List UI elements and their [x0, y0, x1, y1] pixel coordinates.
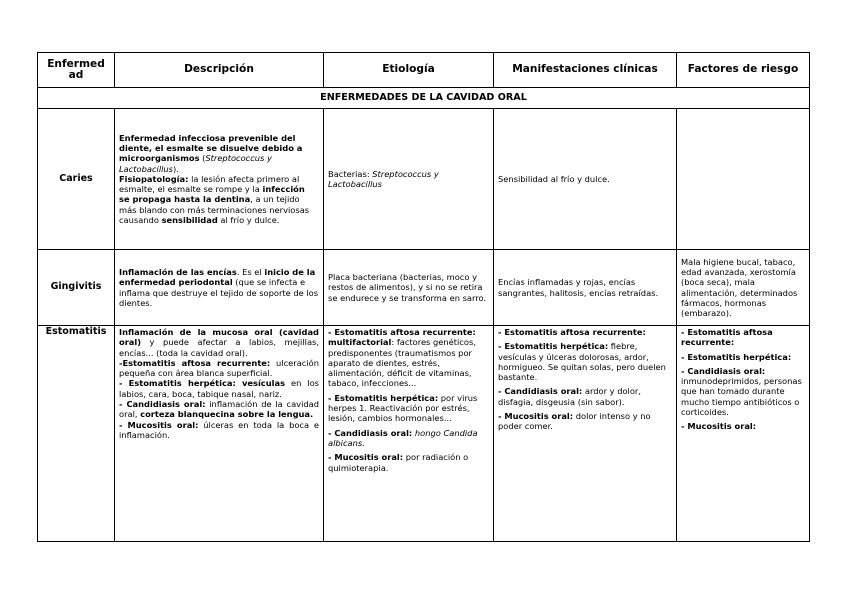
header-etiologia: Etiología: [324, 53, 494, 88]
text: y puede afectar a labios, mejillas, encías... (toda la cavidad oral).: [119, 337, 319, 358]
text-bold: - Estomatitis herpética: vesículas: [119, 378, 286, 389]
text: Bacterias:: [328, 168, 373, 179]
text-italic: Streptococcus y Lactobacillus: [119, 153, 272, 174]
text-bold: - Candidiasis oral:: [498, 386, 583, 397]
disease-name: Gingivitis: [38, 250, 115, 326]
estomatitis-description: [115, 326, 324, 542]
estomatitis-manifestations: [494, 326, 677, 542]
text: inflamación de la cavidad oral,: [119, 399, 319, 420]
text: ardor y dolor, disfagia, disgeusia (sin sabor).: [498, 386, 641, 407]
header-enfermedad: Enfermedad: [38, 53, 115, 88]
gingivitis-etiology: Placa bacteriana (bacterias, moco y restos de alimentos), y si no se retira se endurece y se transforma en sarro.: [324, 250, 494, 326]
text-italic: hongo Candida albicans.: [328, 427, 478, 448]
text-bold: - Mucositis oral:: [119, 419, 199, 430]
text: la lesión afecta primero al esmalte, el esmalte se rompe y la: [119, 173, 300, 195]
text-bold: - Candidiasis oral:: [681, 365, 766, 376]
caries-risk-factors: [677, 109, 810, 250]
text: en los labios, cara, boca, tabique nasal, nariz.: [119, 378, 320, 399]
text-bold: -Estomatitis aftosa recurrente:: [119, 357, 271, 368]
text-bold: - Estomatitis aftosa recurrente: multifactorial: [328, 327, 476, 348]
text: inmunodeprimidos, personas que han tomado durante mucho tiempo antibióticos o corticoides.: [681, 376, 802, 418]
text: . Es el: [236, 266, 265, 277]
text: dolor intenso y no poder comer.: [498, 411, 651, 432]
text: (que se infecta e inflama que destruye el tejido de soporte de los dientes.: [119, 277, 319, 308]
gingivitis-description: [115, 250, 324, 326]
disease-name: Estomatitis: [38, 326, 115, 542]
text-bold: Enfermedad infecciosa prevenible del diente, el esmalte se disuelve debido a microorganismos: [119, 132, 303, 164]
text-bold: - Candidiasis oral:: [328, 427, 413, 438]
header-factores: Factores de riesgo: [677, 53, 810, 88]
text-bold: - Estomatitis herpética:: [681, 351, 792, 362]
text-bold: - Estomatitis aftosa recurrente:: [498, 327, 646, 337]
caries-etiology: [324, 109, 494, 250]
text-bold: - Estomatitis aftosa recurrente:: [681, 327, 773, 348]
gingivitis-manifestations: Encías inflamadas y rojas, encías sangrantes, halitosis, encías retraídas.: [494, 250, 677, 326]
text-bold: corteza blanquecina sobre la lengua.: [140, 409, 314, 420]
text-bold: - Mucositis oral:: [681, 421, 757, 432]
text-bold: infección se propaga hasta la dentina: [119, 184, 305, 205]
text: ulceración pequeña con área blanca superficial.: [119, 357, 319, 379]
caries-manifestations: Sensibilidad al frío y dulce.: [494, 109, 677, 250]
text: fiebre, vesículas y úlceras dolorosas, ardor, hormigueo. Se quitan solas, pero duelen bastante.: [498, 341, 666, 383]
estomatitis-etiology: [324, 326, 494, 542]
text: al frío y dulce.: [217, 215, 280, 226]
text: por virus herpes 1. Reactivación por estrés, lesión, cambios hormonales...: [328, 392, 478, 424]
table-row-caries: [38, 109, 810, 250]
text-bold: Inflamación de la mucosa oral (cavidad oral): [119, 327, 319, 348]
text: úlceras en toda la boca e inflamación.: [119, 419, 319, 440]
text-bold: - Mucositis oral:: [498, 411, 574, 422]
estomatitis-risk-factors: [677, 326, 810, 542]
table-row-gingivitis: [38, 250, 810, 326]
disease-name: Caries: [38, 109, 115, 250]
diseases-table: [37, 52, 810, 542]
text: ).: [173, 163, 179, 174]
text-italic: Streptococcus y Lactobacillus: [328, 168, 439, 189]
text: por radiación o quimioterapia.: [328, 452, 469, 473]
header-descripcion: Descripción: [115, 53, 324, 88]
text-bold: - Candidiasis oral:: [119, 399, 206, 410]
text-bold: - Estomatitis herpética:: [328, 392, 439, 403]
caries-description: [115, 109, 324, 250]
text-bold: sensibilidad: [161, 215, 218, 226]
text-bold: - Estomatitis herpética:: [498, 341, 609, 352]
text: : factores genéticos, predisponentes (traumatismos por aparato de dientes, estrés, alimentación, déficit de vitaminas, tabaco, infecciones...: [328, 337, 476, 389]
table-row-estomatitis: [38, 326, 810, 542]
section-title: ENFERMEDADES DE LA CAVIDAD ORAL: [38, 88, 810, 109]
gingivitis-risk-factors: Mala higiene bucal, tabaco, edad avanzada, xerostomía (boca seca), mala alimentación, determinados fármacos, hormonas (embarazo).: [677, 250, 810, 326]
text-bold: - Mucositis oral:: [328, 452, 404, 463]
text: (: [199, 153, 206, 164]
header-row: [38, 53, 810, 88]
section-row: [38, 88, 810, 109]
text: , a un tejido más blando con más terminaciones nerviosas causando: [119, 194, 310, 226]
text-bold: Inflamación de las encías: [119, 266, 237, 277]
text-bold: inicio de la enfermedad periodontal: [119, 266, 316, 288]
text-bold: Fisiopatología:: [119, 173, 189, 184]
header-manifestaciones: Manifestaciones clínicas: [494, 53, 677, 88]
